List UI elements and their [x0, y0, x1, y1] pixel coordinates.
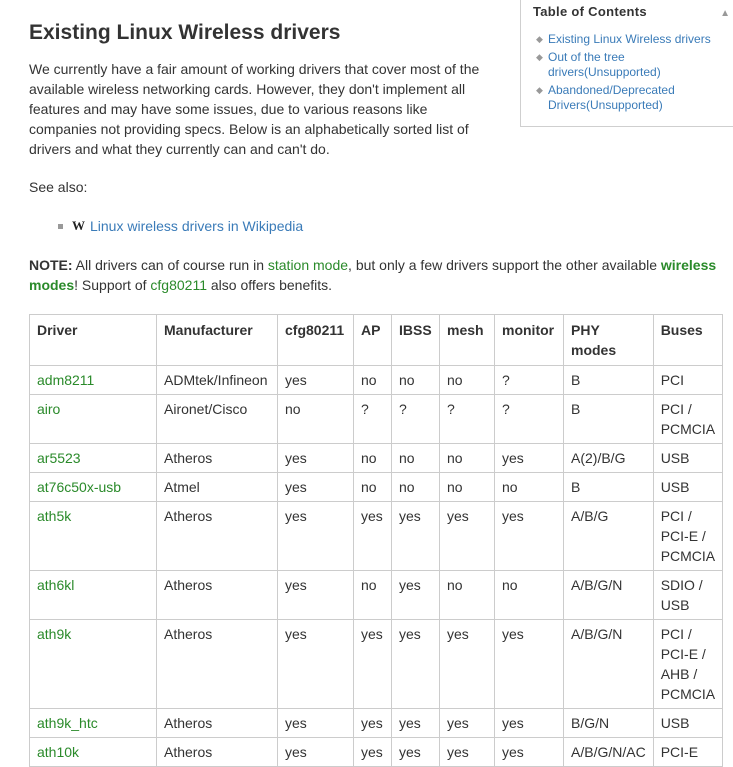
driver-link[interactable]: ath10k [37, 744, 80, 760]
table-cell: yes [440, 620, 495, 709]
table-cell: yes [278, 738, 354, 767]
table-cell: yes [354, 620, 392, 709]
toc-link-out-of-tree[interactable]: Out of the tree drivers(Unsupported) [548, 50, 661, 79]
table-cell: USB [653, 473, 722, 502]
note-paragraph [29, 255, 719, 295]
table-cell: yes [495, 444, 564, 473]
header-mesh: mesh [440, 315, 495, 366]
table-row [30, 709, 723, 738]
note-text: also offers benefits. [206, 277, 333, 293]
bullet-icon [58, 224, 63, 229]
table-cell: A/B/G [564, 502, 654, 571]
table-cell: B/G/N [564, 709, 654, 738]
driver-link[interactable]: ath5k [37, 508, 72, 524]
table-cell: yes [440, 502, 495, 571]
table-cell: yes [495, 620, 564, 709]
driver-link[interactable]: airo [37, 401, 61, 417]
table-cell: yes [278, 366, 354, 395]
table-cell: no [495, 571, 564, 620]
toc-item [536, 50, 731, 80]
diamond-bullet-icon: ◆ [536, 34, 543, 44]
table-cell: yes [495, 502, 564, 571]
table-cell: A(2)/B/G [564, 444, 654, 473]
table-cell: Atheros [157, 709, 278, 738]
table-cell: A/B/G/N [564, 620, 654, 709]
table-cell: Aironet/Cisco [157, 395, 278, 444]
page-title: Existing Linux Wireless drivers [29, 21, 341, 44]
note-text: All drivers can of course run in [72, 257, 268, 273]
table-cell: no [440, 444, 495, 473]
diamond-bullet-icon: ◆ [536, 85, 543, 95]
table-row [30, 366, 723, 395]
table-cell: no [392, 473, 440, 502]
driver-cell [30, 473, 157, 502]
note-text: , but only a few drivers support the other available [348, 257, 661, 273]
driver-link[interactable]: ath9k_htc [37, 715, 98, 731]
table-cell: yes [278, 444, 354, 473]
table-cell: USB [653, 444, 722, 473]
table-cell: no [278, 395, 354, 444]
see-also-label: See also: [29, 179, 88, 195]
table-cell: ? [354, 395, 392, 444]
table-body [30, 366, 723, 767]
table-cell: PCI / PCI-E / AHB / PCMCIA [653, 620, 722, 709]
driver-link[interactable]: at76c50x-usb [37, 479, 122, 495]
table-cell: no [440, 366, 495, 395]
toc-link-existing-drivers[interactable]: Existing Linux Wireless drivers [548, 32, 711, 46]
table-row [30, 502, 723, 571]
table-row [30, 620, 723, 709]
driver-cell [30, 444, 157, 473]
driver-cell [30, 366, 157, 395]
table-cell: ? [392, 395, 440, 444]
table-cell: no [354, 444, 392, 473]
table-cell: USB [653, 709, 722, 738]
table-cell: PCI [653, 366, 722, 395]
table-row [30, 444, 723, 473]
table-cell: yes [354, 502, 392, 571]
toc-title: Table of Contents [533, 4, 647, 19]
header-manufacturer: Manufacturer [157, 315, 278, 366]
table-cell: Atheros [157, 502, 278, 571]
table-cell: A/B/G/N/AC [564, 738, 654, 767]
table-cell: Atheros [157, 738, 278, 767]
table-cell: PCI / PCMCIA [653, 395, 722, 444]
table-cell: no [440, 473, 495, 502]
table-cell: Atheros [157, 620, 278, 709]
table-row [30, 571, 723, 620]
driver-cell [30, 709, 157, 738]
table-cell: yes [278, 502, 354, 571]
wikipedia-list-item [58, 216, 303, 236]
wikipedia-link[interactable]: Linux wireless drivers in Wikipedia [90, 218, 304, 234]
table-cell: B [564, 366, 654, 395]
table-cell: no [354, 571, 392, 620]
header-ap: AP [354, 315, 392, 366]
table-cell: yes [354, 709, 392, 738]
table-cell: yes [440, 738, 495, 767]
table-row [30, 473, 723, 502]
toc-link-abandoned[interactable]: Abandoned/Deprecated Drivers(Unsupported) [548, 83, 675, 112]
table-cell: no [354, 366, 392, 395]
driver-link[interactable]: ath9k [37, 626, 72, 642]
table-cell: yes [392, 620, 440, 709]
table-cell: Atheros [157, 571, 278, 620]
station-mode-link[interactable]: station mode [267, 257, 349, 273]
driver-cell [30, 502, 157, 571]
table-cell: yes [440, 709, 495, 738]
table-cell: yes [354, 738, 392, 767]
header-monitor: monitor [495, 315, 564, 366]
table-cell: PCI-E [653, 738, 722, 767]
driver-link[interactable]: adm8211 [37, 372, 95, 388]
table-cell: yes [392, 709, 440, 738]
table-cell: B [564, 473, 654, 502]
toc-item [536, 83, 731, 113]
header-driver: Driver [30, 315, 157, 366]
table-cell: no [495, 473, 564, 502]
diamond-bullet-icon: ◆ [536, 52, 543, 62]
header-phy-modes: PHY modes [564, 315, 654, 366]
wikipedia-icon: W [72, 218, 85, 233]
driver-cell [30, 620, 157, 709]
table-cell: yes [278, 571, 354, 620]
driver-link[interactable]: ath6kl [37, 577, 75, 593]
table-row [30, 395, 723, 444]
note-label: NOTE: [29, 257, 73, 273]
table-cell: yes [392, 571, 440, 620]
drivers-table [29, 314, 723, 767]
table-cell: yes [278, 709, 354, 738]
header-buses: Buses [653, 315, 722, 366]
toc-item [536, 32, 731, 47]
table-cell: yes [278, 620, 354, 709]
table-cell: ADMtek/Infineon [157, 366, 278, 395]
cfg80211-link[interactable]: cfg80211 [150, 277, 207, 293]
table-cell: no [392, 366, 440, 395]
intro-paragraph: We currently have a fair amount of working drivers that cover most of the available wireless networking cards. However, they don't implement all features and may have some issues, due to various reasons like companies not providing specs. Below is an alphabetically sorted list of drivers and what they currently can and can't do. [29, 61, 480, 157]
table-cell: SDIO / USB [653, 571, 722, 620]
table-cell: yes [392, 502, 440, 571]
note-text: ! Support of [74, 277, 151, 293]
table-cell: no [392, 444, 440, 473]
toc-list [536, 32, 731, 116]
header-ibss: IBSS [392, 315, 440, 366]
table-cell: yes [495, 709, 564, 738]
wireless-modes-link[interactable]: wireless modes [29, 257, 717, 293]
driver-cell [30, 738, 157, 767]
table-cell: no [354, 473, 392, 502]
table-cell: PCI / PCI-E / PCMCIA [653, 502, 722, 571]
table-cell: yes [495, 738, 564, 767]
table-cell: yes [278, 473, 354, 502]
table-cell: Atmel [157, 473, 278, 502]
table-cell: ? [495, 395, 564, 444]
driver-cell [30, 395, 157, 444]
toc-collapse-icon[interactable]: ▲ [720, 8, 730, 19]
driver-cell [30, 571, 157, 620]
table-cell: ? [495, 366, 564, 395]
table-cell: A/B/G/N [564, 571, 654, 620]
table-cell: yes [392, 738, 440, 767]
driver-link[interactable]: ar5523 [37, 450, 81, 466]
table-cell: ? [440, 395, 495, 444]
table-cell: Atheros [157, 444, 278, 473]
table-cell: B [564, 395, 654, 444]
table-row [30, 738, 723, 767]
table-of-contents [520, 0, 733, 127]
table-cell: no [440, 571, 495, 620]
table-header-row [30, 315, 723, 366]
header-cfg80211: cfg80211 [278, 315, 354, 366]
